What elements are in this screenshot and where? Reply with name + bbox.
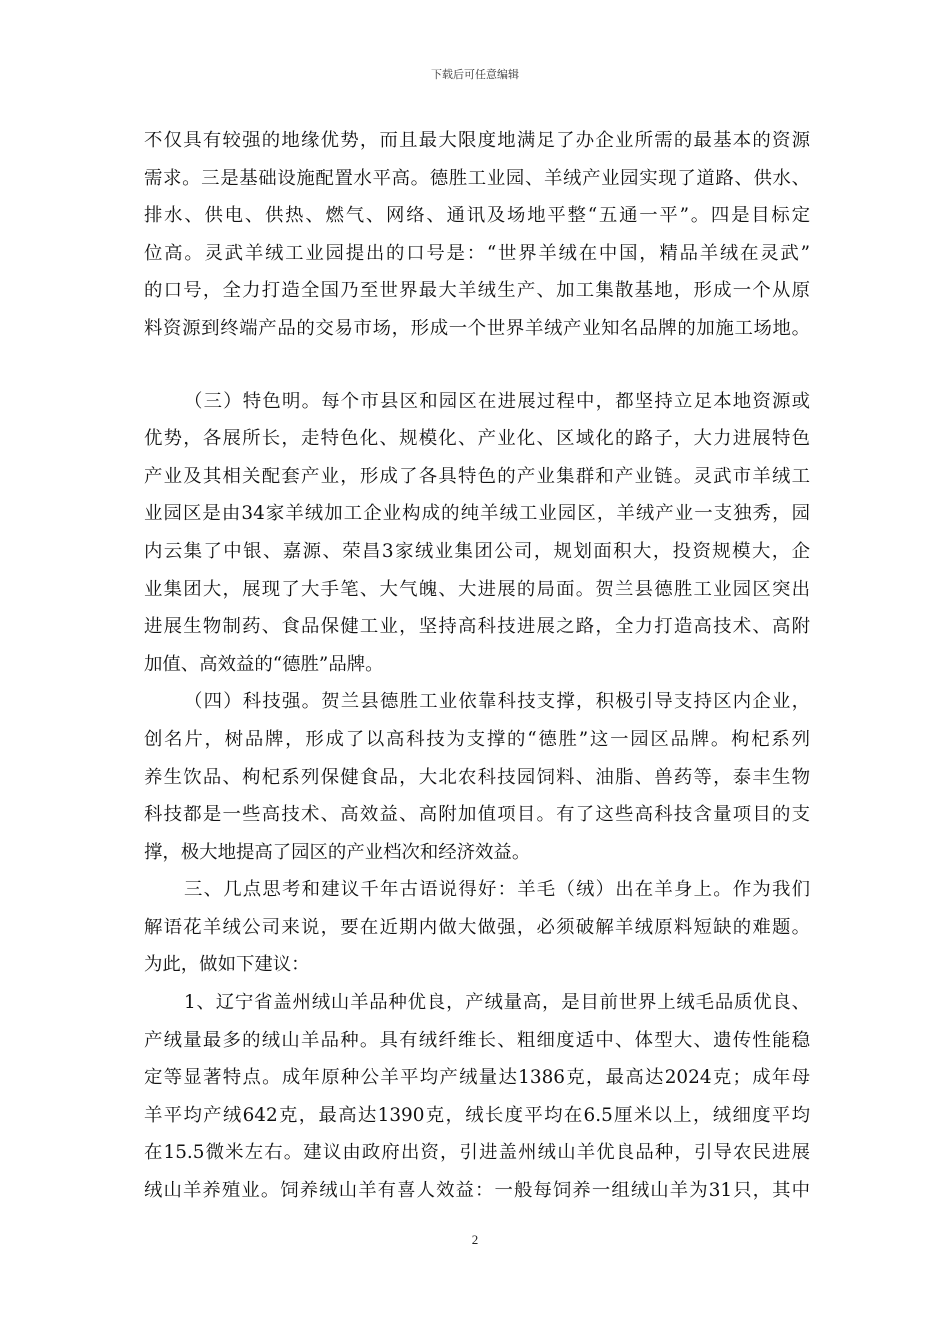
text-line: 绒山羊养殖业。饲养绒山羊有喜人效益：一般每饲养一组绒山羊为31只，其中 bbox=[144, 1180, 810, 1202]
text-line: 不仅具有较强的地缘优势，而且最大限度地满足了办企业所需的最基本的资源 bbox=[144, 130, 810, 151]
paragraph-4 bbox=[144, 871, 810, 984]
text-line: 1、辽宁省盖州绒山羊品种优良，产绒量高，是目前世界上绒毛品质优良、 bbox=[184, 992, 810, 1014]
paragraph-gap bbox=[144, 348, 810, 383]
text-line: （三）特色明。每个市县区和园区在进展过程中，都坚持立足本地资源或 bbox=[184, 390, 810, 412]
text-line: 科技都是一些高技术、高效益、高附加值项目。有了这些高科技含量项目的支 bbox=[144, 804, 810, 826]
text-line: 的口号，全力打造全国乃至世界最大羊绒生产、加工集散基地，形成一个从原 bbox=[144, 280, 810, 302]
page-header: 下载后可任意编辑 bbox=[431, 68, 519, 81]
text-line: 产业及其相关配套产业，形成了各具特色的产业集群和产业链。灵武市羊绒工 bbox=[144, 465, 810, 487]
paragraph-1 bbox=[144, 122, 810, 348]
text-line: 为此，做如下建议： bbox=[144, 954, 310, 976]
text-line: 料资源到终端产品的交易市场，形成一个世界羊绒产业知名品牌的加施工场地。 bbox=[144, 317, 810, 339]
text-line: 撑，极大地提高了园区的产业档次和经济效益。 bbox=[144, 841, 531, 863]
text-line: 业集团大，展现了大手笔、大气魄、大进展的局面。贺兰县德胜工业园区突出 bbox=[144, 578, 810, 600]
text-line: 定等显著特点。成年原种公羊平均产绒量达1386克，最高达2024克；成年母 bbox=[144, 1067, 810, 1089]
text-line: 需求。三是基础设施配置水平高。德胜工业园、羊绒产业园实现了道路、供水、 bbox=[144, 167, 810, 189]
text-line: 在15.5微米左右。建议由政府出资，引进盖州绒山羊优良品种，引导农民进展 bbox=[144, 1142, 810, 1164]
paragraph-3 bbox=[144, 683, 810, 871]
text-line: 位高。灵武羊绒工业园提出的口号是：“世界羊绒在中国，精品羊绒在灵武” bbox=[144, 242, 810, 264]
text-line: 加值、高效益的“德胜”品牌。 bbox=[144, 653, 384, 675]
text-line: （四）科技强。贺兰县德胜工业依靠科技支撑，积极引导支持区内企业， bbox=[184, 691, 810, 713]
text-line: 创名片，树品牌，形成了以高科技为支撑的“德胜”这一园区品牌。枸杞系列 bbox=[144, 728, 810, 750]
paragraph-5 bbox=[144, 984, 810, 1210]
text-line: 解语花羊绒公司来说，要在近期内做大做强，必须破解羊绒原料短缺的难题。 bbox=[144, 916, 810, 938]
text-line: 内云集了中银、嘉源、荣昌3家绒业集团公司，规划面积大，投资规模大，企 bbox=[144, 540, 810, 562]
text-line: 产绒量最多的绒山羊品种。具有绒纤维长、粗细度适中、体型大、遗传性能稳 bbox=[144, 1029, 810, 1051]
document-body bbox=[144, 122, 810, 1210]
text-line: 进展生物制药、食品保健工业，坚持高科技进展之路，全力打造高技术、高附 bbox=[144, 616, 810, 638]
text-line: 三、几点思考和建议千年古语说得好：羊毛（绒）出在羊身上。作为我们 bbox=[184, 879, 810, 901]
text-line: 养生饮品、枸杞系列保健食品，大北农科技园饲料、油脂、兽药等，泰丰生物 bbox=[144, 766, 810, 788]
text-line: 羊平均产绒642克，最高达1390克，绒长度平均在6.5厘米以上，绒细度平均 bbox=[144, 1104, 810, 1126]
text-line: 业园区是由34家羊绒加工企业构成的纯羊绒工业园区，羊绒产业一支独秀，园 bbox=[144, 503, 810, 525]
text-line: 排水、供电、供热、燃气、网络、通讯及场地平整“五通一平”。四是目标定 bbox=[144, 205, 810, 227]
paragraph-2 bbox=[144, 383, 810, 684]
page-number: 2 bbox=[471, 1232, 479, 1247]
text-line: 优势，各展所长，走特色化、规模化、产业化、区域化的路子，大力进展特色 bbox=[144, 428, 810, 450]
